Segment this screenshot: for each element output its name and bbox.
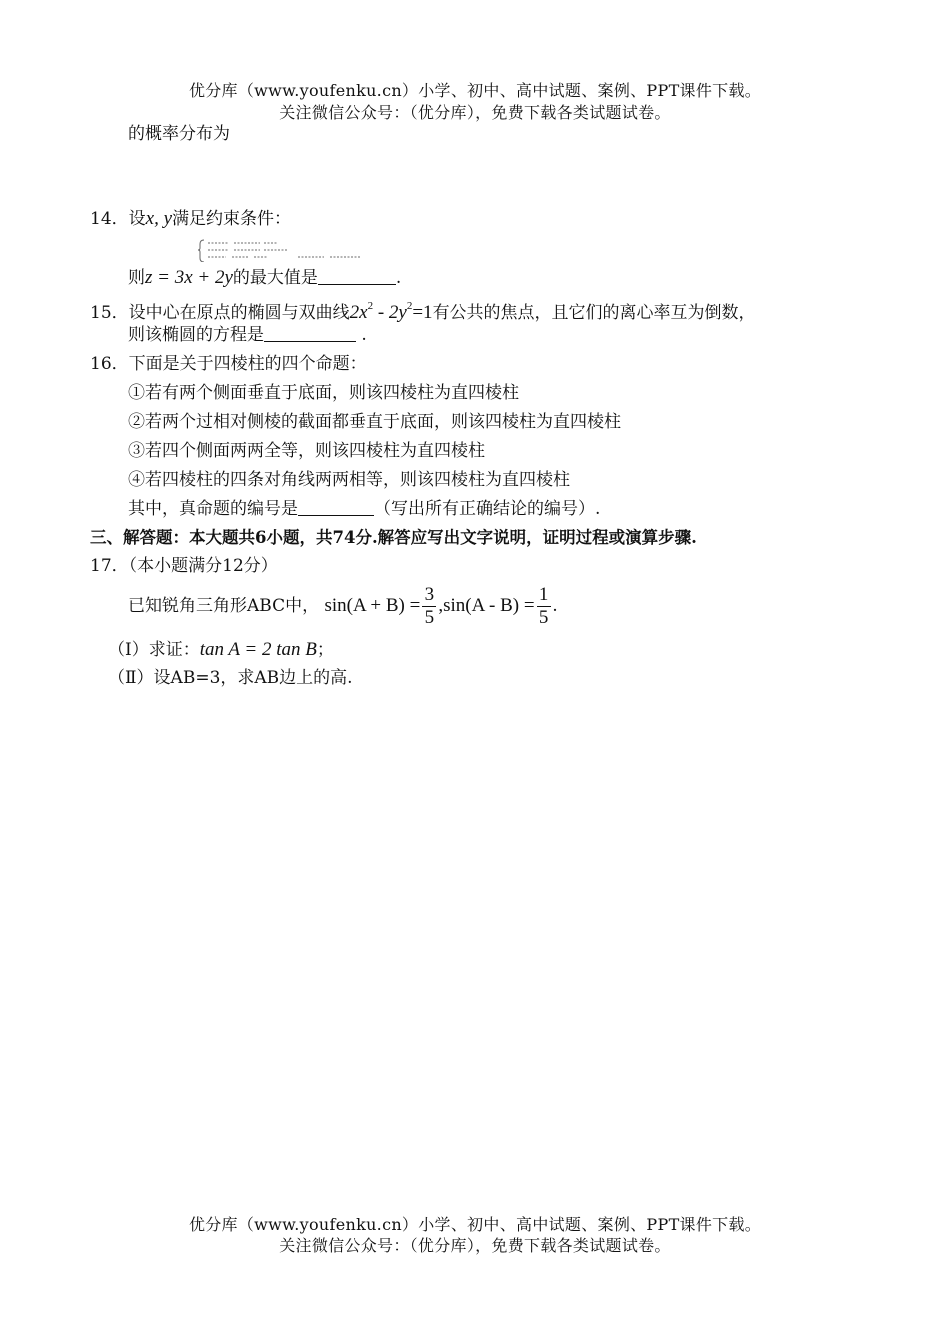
q15-line2-text: 则该椭圆的方程是 [128,325,264,345]
q17-given-end: . [552,595,558,616]
q17-sin-diff: ,sin(A - B) = [438,595,535,616]
fraction-three-fifths [422,585,436,628]
q14-line-1 [90,207,291,231]
q16-answer-blank[interactable] [298,497,374,516]
q16-item-3: ③若四个侧面两两全等，则该四棱柱为直四棱柱 [128,441,485,461]
fraction-one-fifth [537,585,551,628]
q15-answer-blank[interactable] [264,323,356,342]
q15-eq-c: =1 [412,302,433,323]
q16-item-2: ②若两个过相对侧棱的截面都垂直于底面，则该四棱柱为直四棱柱 [128,412,621,432]
q17-part1-label: （Ⅰ）求证： [108,640,200,660]
q16-number: 16． [90,354,129,374]
q15-line-2 [128,323,367,347]
q14-lead: 设 [128,209,146,229]
q17-given [128,583,557,629]
frac2-numerator: 1 [538,584,549,605]
q17-sin-sum: sin(A + B) = [324,595,421,616]
q15-eq-a: 2x [349,302,368,323]
q14-rest: 满足约束条件： [172,209,292,229]
q14-vars: x, y [145,208,173,229]
q13-tail: 的概率分布为 [128,124,230,144]
q14-expr: z = 3x + 2y [145,267,233,288]
q15-end: . [356,325,367,345]
q15-text-a: 设中心在原点的椭圆与双曲线 [128,303,350,323]
q17-line-1 [90,554,278,578]
q14-end: . [395,268,402,288]
q14-line-2 [128,266,401,290]
q15-line-1 [90,294,756,325]
q17-part1-expr: tan A = 2 tan B [199,639,317,660]
frac1-numerator: 3 [424,584,435,605]
q15-eq-b: - 2y [373,302,407,323]
section-3-heading: 三、解答题：本大题共6小题，共74分.解答应写出文字说明，证明过程或演算步骤. [90,528,697,547]
q14-answer-blank[interactable] [318,266,396,285]
q16-tail-b: （写出所有正确结论的编号）. [374,499,601,519]
footer-line-2: 关注微信公众号：（优分库），免费下载各类试题试卷。 [279,1236,671,1255]
constraint-system-image [198,238,368,262]
q17-note: （本小题满分12分） [128,556,278,576]
q17-part-2: （Ⅱ）设AB=3，求AB边上的高. [108,668,353,688]
q14-line2-rest: 的最大值是 [232,268,318,288]
header-line-2: 关注微信公众号：（优分库），免费下载各类试题试卷。 [279,103,671,122]
q16-item-4: ④若四棱柱的四条对角线两两相等，则该四棱柱为直四棱柱 [128,470,570,490]
q16-text: 下面是关于四棱柱的四个命题： [128,354,367,374]
q17-given-text: 已知锐角三角形ABC中， [128,596,320,616]
header-line-1: 优分库（www.youfenku.cn）小学、初中、高中试题、案例、PPT课件下载。 [188,81,762,100]
q14-number: 14． [90,209,129,229]
footer-line-1: 优分库（www.youfenku.cn）小学、初中、高中试题、案例、PPT课件下载。 [188,1215,762,1234]
q17-number: 17． [90,556,129,576]
q15-sq-1: 2 [367,300,374,312]
q17-part-1 [108,638,334,662]
q16-item-1: ①若有两个侧面垂直于底面，则该四棱柱为直四棱柱 [128,383,519,403]
q15-number: 15． [90,303,129,323]
q15-text-b: 有公共的焦点，且它们的离心率互为倒数， [432,303,756,323]
frac2-denominator: 5 [538,607,549,628]
q15-sq-2: 2 [406,300,413,312]
q16-tail-a: 其中，真命题的编号是 [128,499,298,519]
q17-part1-end: ； [316,640,334,660]
q16-line-1 [90,352,367,376]
frac1-denominator: 5 [424,607,435,628]
q14-line2-lead: 则 [128,268,145,288]
q16-tail [128,497,600,521]
